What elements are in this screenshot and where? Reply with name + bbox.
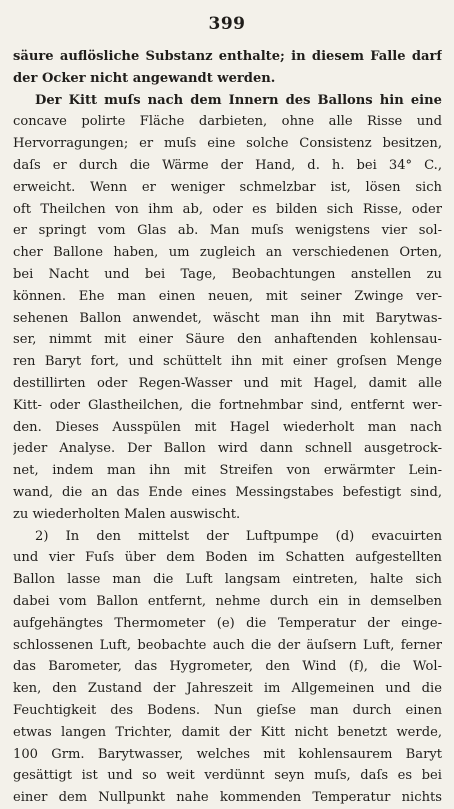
text-line: ser, nimmt mit einer Säure den anhaftenden kohlensau- <box>13 332 442 348</box>
text-line: jeder Analyse. Der Ballon wird dann schnell ausgetrock- <box>13 441 442 457</box>
text-line: Der Kitt muſs nach dem Innern des Ballons hin eine <box>35 92 442 108</box>
text-line: aufgehängtes Thermometer (e) die Temperatur der einge- <box>13 615 442 631</box>
text-line: sehenen Ballon anwendet, wäscht man ihn mit Barytwas- <box>13 310 442 326</box>
text-line: oft Theilchen von ihm ab, oder es bilden sich Risse, oder <box>13 201 442 217</box>
text-line: schlossenen Luft, beobachte auch die der äuſsern Luft, ferner <box>13 637 442 653</box>
text-line: bei Nacht und bei Tage, Beobachtungen anstellen zu <box>13 266 442 282</box>
text-line: dabei vom Ballon entfernt, nehme durch ein in demselben <box>13 593 442 609</box>
text-line: den. Dieses Ausspülen mit Hagel wiederholt man nach <box>13 419 442 435</box>
text-line: einer dem Nullpunkt nahe kommenden Temperatur nichts <box>13 790 442 806</box>
text-line: cher Ballone haben, um zugleich an verschiedenen Orten, <box>13 245 442 261</box>
text-line: können. Ehe man einen neuen, mit seiner Zwinge ver- <box>13 288 442 304</box>
text-line: ren Baryt fort, und schüttelt ihn mit einer groſsen Menge <box>13 354 442 370</box>
text-line: 100 Grm. Barytwasser, welches mit kohlensaurem Baryt <box>13 746 442 762</box>
text-line: etwas langen Trichter, damit der Kitt nicht benetzt werde, <box>13 724 442 740</box>
text-line: und vier Fuſs über dem Boden im Schatten aufgestellten <box>13 550 442 566</box>
text-line: concave polirte Fläche darbieten, ohne alle Risse und <box>13 114 442 130</box>
text-line: destillirten oder Regen-Wasser und mit Hagel, damit alle <box>13 375 442 391</box>
text-line: Feuchtigkeit des Bodens. Nun gieſse man durch einen <box>13 702 442 718</box>
text-line: wand, die an das Ende eines Messingstabes befestigt sind, <box>13 484 442 500</box>
text-line: der Ocker nicht angewandt werden. <box>13 70 276 86</box>
text-line: erweicht. Wenn er weniger schmelzbar ist, lösen sich <box>13 179 442 195</box>
text-line: net, indem man ihn mit Streifen von erwärmter Lein- <box>13 463 442 479</box>
text-line: ken, den Zustand der Jahreszeit im Allgemeinen und die <box>13 681 442 697</box>
text-line: zu wiederholten Malen auswischt. <box>13 506 241 522</box>
text-line: 2) In den mittelst der Luftpumpe (d) evacuirten <box>35 528 442 544</box>
text-line: Ballon lasse man die Luft langsam eintreten, halte sich <box>13 572 442 588</box>
text-line: säure auflösliche Substanz enthalte; in diesem Falle darf <box>13 49 442 64</box>
text-line: gesättigt ist und so weit verdünnt seyn muſs, daſs es bei <box>13 768 442 784</box>
text-line: Kitt- oder Glastheilchen, die fortnehmbar sind, entfernt wer- <box>13 397 442 413</box>
text-line: daſs er durch die Wärme der Hand, d. h. bei 34° C., <box>13 157 442 173</box>
page-number: 399 <box>208 14 246 34</box>
text-line: das Barometer, das Hygrometer, den Wind (f), die Wol- <box>13 659 442 675</box>
text-line: Hervorragungen; er muſs eine solche Consistenz besitzen, <box>13 136 442 152</box>
text-line: er springt vom Glas ab. Man muſs wenigstens vier sol- <box>13 223 442 239</box>
body-text <box>13 46 442 809</box>
